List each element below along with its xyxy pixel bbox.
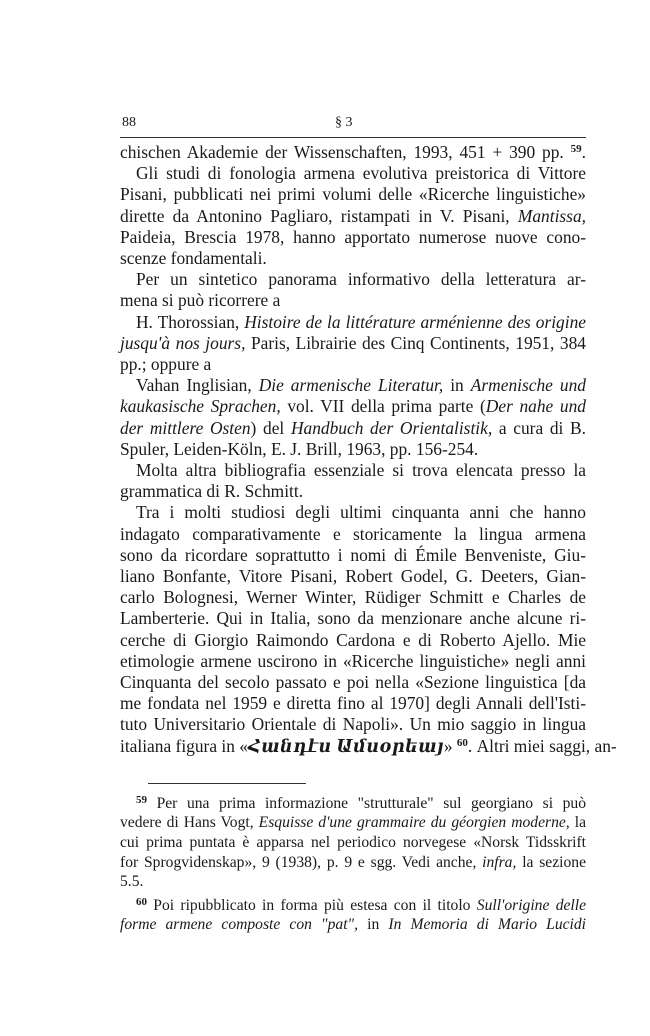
text-line [120,651,586,672]
text-run: sono da ricordare soprattutto i nomi di Émile Benveniste, Giu- [120,544,586,565]
text-run: in [357,916,389,934]
footnote-ref: 60 [136,895,147,908]
text-run: cui prima puntata è apparsa nel periodico norvegese «Norsk Tidsskrift [120,834,586,852]
text-run: Cinquanta del secolo passato e poi nella «Sezione linguistica [da [120,672,586,693]
text-line [120,502,586,523]
italic-text: Armenische und [470,375,586,396]
footnote-line [120,853,586,873]
text-line [120,248,586,269]
italic-text: kaukasische Sprachen, [120,396,281,417]
italic-text: jusqu'à nos jours, [120,332,246,353]
page [120,115,617,935]
text-line [120,290,586,311]
text-line [120,608,586,629]
text-run: dirette da Antonino Pagliaro, ristampati in V. Pisani, [120,205,518,226]
text-line [120,375,586,396]
text-line [120,481,586,502]
text-run: 5.5. [120,873,144,891]
text-run: grammatica di R. Schmitt. [120,481,304,502]
text-run: la [569,814,586,832]
footnote [120,794,586,892]
text-line [120,418,586,439]
text-run: Vahan Inglisian, [136,375,259,396]
text-run: tuto Universitario Orientale di Napoli». Un mio saggio in lingua [120,714,586,735]
footnote-line [120,872,586,892]
page-number: 88 [122,115,136,130]
text-run: Molta altra bibliografia essenziale si trova elencata presso la [136,460,586,481]
text-run: Per una prima informazione "strutturale" sul georgiano si può [147,794,586,812]
text-line [120,545,586,566]
italic-text: Handbuch der Orientalistik, [290,417,493,438]
text-line [120,672,586,693]
text-run: mena si può ricorrere a [120,290,281,311]
text-line [120,693,586,714]
italic-text: der mittlere Osten [120,417,251,438]
text-run: . [581,142,586,162]
text-line [120,227,586,248]
footnote-ref: 59 [570,143,582,155]
footnote-line [120,915,586,935]
italic-text: Die armenische Literatur, [258,375,444,396]
italic-text: Histoire de la littérature arménienne des origine [244,311,586,332]
italic-text: Mantissa, [517,205,586,226]
body-text [120,142,617,757]
text-line [120,524,586,545]
text-run: la sezione [516,853,586,871]
footnote-ref: 60 [456,736,468,749]
text-line [120,735,617,757]
text-line [120,184,586,205]
text-run: Paideia, Brescia 1978, hanno apportato numerose nuove cono- [120,226,586,247]
footnote-line [120,794,586,814]
text-run: chischen Akademie der Wissenschaften, 1993, 451 + 390 pp. [120,142,571,162]
footnote-rule [148,783,306,784]
italic-text: Esquisse d'une grammaire du géorgien moderne, [258,814,570,832]
text-line [120,206,586,227]
text-run: Tra i molti studiosi degli ultimi cinquanta anni che hanno [136,502,586,523]
text-run: indagato comparativamente e storicamente la lingua armena [120,523,586,544]
text-run: Poi ripubblicato in forma più estesa con il titolo [147,896,477,914]
text-line [120,269,586,290]
text-line [120,460,586,481]
text-line [120,630,586,651]
text-run: a cura di B. [492,417,586,438]
text-run: italiana figura in « [120,735,248,756]
armenian-title: Հանդէս Ամսօրեայ [247,735,444,756]
text-run: cerche di Giorgio Raimondo Cardona e di Roberto Ajello. Mie [120,629,586,650]
footnote-line [120,813,586,833]
text-run: H. Thorossian, [136,311,245,332]
italic-text: Der nahe und [485,396,586,417]
italic-text: infra, [482,853,517,871]
text-run: me fondata nel 1959 e diretta fino al 1970] degli Annali dell'Isti- [120,693,586,714]
italic-text: In Memoria di Mario Lucidi [388,916,586,934]
footnote [120,896,586,935]
section-marker: § 3 [335,115,353,130]
text-run: Gli studi di fonologia armena evolutiva preistorica di Vittore [136,163,586,184]
text-run: Spuler, Leiden-Köln, E. J. Brill, 1963, pp. 156-254. [120,438,479,459]
text-run: pp.; oppure a [120,354,212,375]
text-run: vedere di Hans Vogt, [120,814,259,832]
italic-text: Sull'origine delle [476,896,587,914]
header-rule [120,137,586,138]
text-line [120,714,586,735]
text-line [120,587,586,608]
text-run: scenze fondamentali. [120,248,267,269]
text-run: etimologie armene uscirono in «Ricerche linguistiche» negli anni [120,650,586,671]
footnotes [120,794,586,935]
text-line [120,333,586,354]
text-run: Lamberterie. Qui in Italia, sono da menzionare anche alcune ri- [120,608,586,629]
footnote-ref: 59 [136,793,147,806]
text-line [120,439,586,460]
running-header [120,115,586,137]
text-run: Per un sintetico panorama informativo della letteratura ar- [136,269,586,290]
footnote-line [120,833,586,853]
text-run: for Sprogvidenskap», 9 (1938), p. 9 e sgg. Vedi anche, [120,853,483,871]
text-run: Paris, Librairie des Cinq Continents, 1951, 384 [245,332,586,353]
text-line [120,396,586,417]
text-line [120,566,586,587]
text-run: liano Bonfante, Vitore Pisani, Robert Godel, G. Deeters, Gian- [120,566,586,587]
text-line [120,354,586,375]
text-run: vol. VII della prima parte ( [280,396,486,417]
text-line [120,142,586,163]
italic-text: forme armene composte con "pat", [120,916,358,934]
text-run: ) del [250,417,291,438]
text-line [120,312,586,333]
text-run: in [443,375,471,396]
text-run: . Altri miei saggi, an- [467,735,617,756]
text-run: Pisani, pubblicati nei primi volumi delle «Ricerche linguistiche» [120,184,586,205]
text-run: carlo Bolognesi, Werner Winter, Rüdiger Schmitt e Charles de [120,587,586,608]
text-run: » [443,735,457,756]
footnote-line [120,896,586,916]
text-line [120,163,586,184]
